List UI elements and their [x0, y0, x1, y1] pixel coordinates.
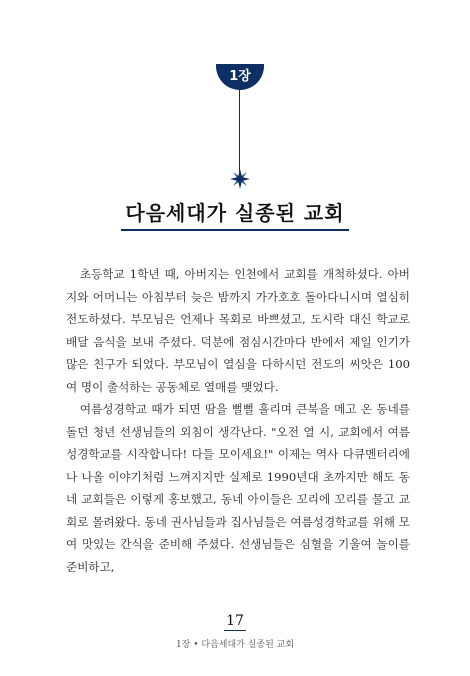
running-footer: 1장 • 다음세대가 실종된 교회	[175, 640, 295, 650]
chapter-divider-line	[239, 90, 240, 172]
paragraph: 여름성경학교 때가 되면 땀을 뻘뻘 흘리며 큰북을 메고 온 동네를 돌던 청년 선생님들의 외침이 생각난다. "오전 열 시, 교회에서 여름성경학교를 시작합니다! 다들 모이세요!" 이제는 역사 다큐멘터리에나 나올 이야기처럼 느껴지지만 실제로 1990년대 초까지만 해도 동네 교회들은 이렇게 홍보했고, 동네 아이들은 꼬리에 꼬리를 물고 교회로 몰려왔다. 동네 권사님들과 집사님들은 여름성경학교를 위해 모여 맛있는 간식을 준비해 주셨다. 선생님들은 심혈을 기울여 놀이를 준비하고,	[66, 402, 410, 574]
paragraph: 초등학교 1학년 때, 아버지는 인천에서 교회를 개척하셨다. 아버지와 어머니는 아침부터 늦은 밤까지 가가호호 돌아다니시며 열심히 전도하셨다. 부모님은 언제나 목회로 바쁘셨고, 도시락 대신 학교로 배달 음식을 보내 주셨다. 덕분에 점심시간마다 반에서 제일 인기가 많은 친구가 되었다. 부모님이 열심을 다하시던 전도의 씨앗은 100여 명이 출석하는 공동체로 열매를 맺었다.	[66, 267, 410, 394]
page-number	[0, 613, 470, 631]
chapter-title-text: 다음세대가 실종된 교회	[121, 197, 348, 231]
body-text	[66, 263, 410, 578]
chapter-title	[0, 197, 470, 231]
page-number-text: 17	[226, 613, 244, 629]
four-point-star-icon	[230, 169, 250, 189]
chapter-badge: 1장	[216, 64, 264, 90]
